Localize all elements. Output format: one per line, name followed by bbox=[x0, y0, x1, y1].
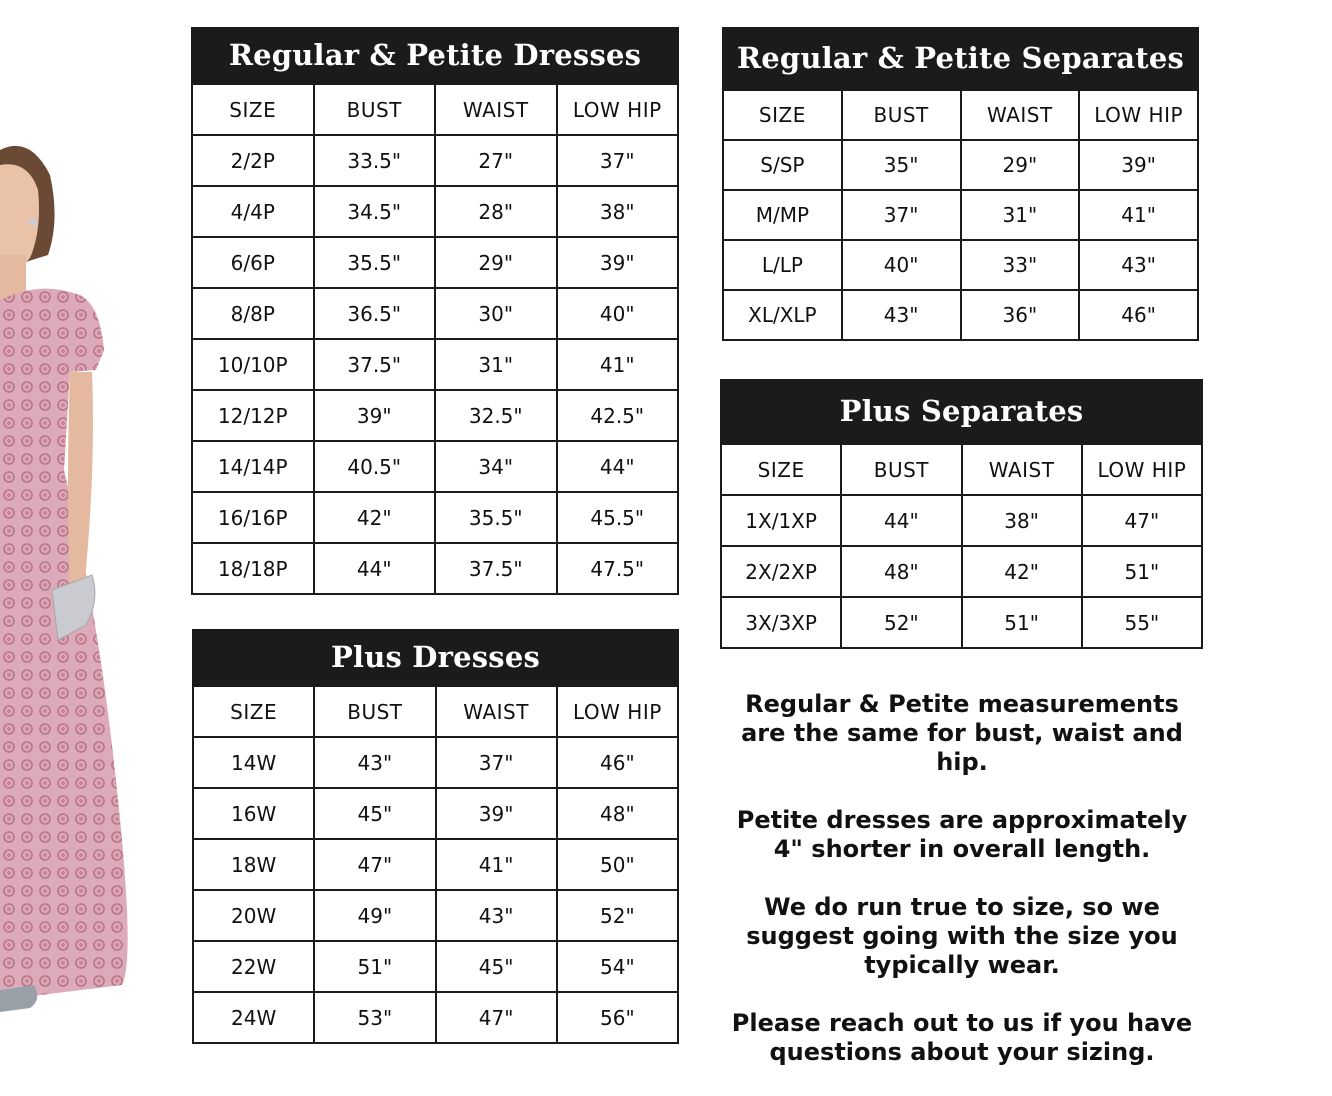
table-cell: 38" bbox=[557, 186, 679, 237]
table-cell: 37.5" bbox=[435, 543, 557, 594]
table-row bbox=[192, 339, 678, 390]
header-row bbox=[721, 444, 1202, 495]
regular-petite-dresses-table bbox=[191, 27, 679, 595]
table-cell: 2/2P bbox=[192, 135, 314, 186]
table-cell: 20W bbox=[193, 890, 314, 941]
table-cell: 34.5" bbox=[314, 186, 436, 237]
table-cell: 39" bbox=[557, 237, 679, 288]
header-cell: WAIST bbox=[435, 84, 557, 135]
table-row bbox=[193, 839, 678, 890]
header-cell: SIZE bbox=[723, 90, 842, 140]
table-row bbox=[192, 441, 678, 492]
table-cell: 33" bbox=[961, 240, 1080, 290]
table-cell: 49" bbox=[314, 890, 435, 941]
table-cell: 36.5" bbox=[314, 288, 436, 339]
header-row bbox=[723, 90, 1198, 140]
table-cell: 47" bbox=[314, 839, 435, 890]
table-row bbox=[723, 140, 1198, 190]
table-cell: 18/18P bbox=[192, 543, 314, 594]
table-cell: 53" bbox=[314, 992, 435, 1043]
table-cell: 12/12P bbox=[192, 390, 314, 441]
table-row bbox=[193, 890, 678, 941]
table-cell: 28" bbox=[435, 186, 557, 237]
table-cell: 35" bbox=[842, 140, 961, 190]
table-cell: 52" bbox=[841, 597, 961, 648]
table-cell: 37.5" bbox=[314, 339, 436, 390]
header-cell: WAIST bbox=[436, 686, 557, 737]
model-photo bbox=[0, 0, 160, 1062]
table-title: Plus Separates bbox=[720, 379, 1203, 443]
sizing-notes bbox=[720, 690, 1204, 1096]
table-cell: 55" bbox=[1082, 597, 1202, 648]
table-cell: 4/4P bbox=[192, 186, 314, 237]
table-cell: 42" bbox=[962, 546, 1082, 597]
table-row bbox=[193, 737, 678, 788]
table-cell: 18W bbox=[193, 839, 314, 890]
table-cell: 43" bbox=[436, 890, 557, 941]
header-cell: BUST bbox=[314, 686, 435, 737]
table-cell: 50" bbox=[557, 839, 678, 890]
table-row bbox=[193, 941, 678, 992]
table-cell: 36" bbox=[961, 290, 1080, 340]
table-cell: 40.5" bbox=[314, 441, 436, 492]
table-cell: 41" bbox=[1079, 190, 1198, 240]
table-cell: 37" bbox=[842, 190, 961, 240]
header-row bbox=[192, 84, 678, 135]
table-row bbox=[721, 495, 1202, 546]
table-row bbox=[193, 992, 678, 1043]
table-cell: 6/6P bbox=[192, 237, 314, 288]
table-cell: 43" bbox=[842, 290, 961, 340]
table-cell: 32.5" bbox=[435, 390, 557, 441]
table-cell: 44" bbox=[314, 543, 436, 594]
table-cell: 45.5" bbox=[557, 492, 679, 543]
table-row bbox=[721, 597, 1202, 648]
table-cell: 52" bbox=[557, 890, 678, 941]
table-cell: 38" bbox=[962, 495, 1082, 546]
table-cell: 48" bbox=[841, 546, 961, 597]
table-cell: 42" bbox=[314, 492, 436, 543]
table-cell: 45" bbox=[314, 788, 435, 839]
table-cell: 22W bbox=[193, 941, 314, 992]
table-row bbox=[192, 390, 678, 441]
table-cell: XL/XLP bbox=[723, 290, 842, 340]
table-cell: 37" bbox=[557, 135, 679, 186]
table-cell: 39" bbox=[436, 788, 557, 839]
note-paragraph: Please reach out to us if you have questions about your sizing. bbox=[731, 1009, 1193, 1066]
table-cell: 40" bbox=[557, 288, 679, 339]
table-cell: 47.5" bbox=[557, 543, 679, 594]
table-cell: 47" bbox=[436, 992, 557, 1043]
table-row bbox=[721, 546, 1202, 597]
table-cell: 24W bbox=[193, 992, 314, 1043]
header-cell: WAIST bbox=[962, 444, 1082, 495]
table-cell: 45" bbox=[436, 941, 557, 992]
table-cell: 33.5" bbox=[314, 135, 436, 186]
table-cell: 31" bbox=[961, 190, 1080, 240]
note-paragraph: Petite dresses are approximately 4" shorter in overall length. bbox=[736, 806, 1188, 863]
table-cell: 43" bbox=[1079, 240, 1198, 290]
header-cell: BUST bbox=[842, 90, 961, 140]
header-cell: SIZE bbox=[192, 84, 314, 135]
table-row bbox=[193, 788, 678, 839]
plus-dresses-table bbox=[192, 629, 679, 1044]
table-cell: 48" bbox=[557, 788, 678, 839]
plus-separates-table bbox=[720, 379, 1203, 649]
table-cell: 44" bbox=[841, 495, 961, 546]
header-cell: LOW HIP bbox=[1082, 444, 1202, 495]
table-cell: 8/8P bbox=[192, 288, 314, 339]
table-cell: 1X/1XP bbox=[721, 495, 841, 546]
table-row bbox=[192, 543, 678, 594]
header-cell: LOW HIP bbox=[1079, 90, 1198, 140]
table-cell: 46" bbox=[1079, 290, 1198, 340]
table-cell: 35.5" bbox=[435, 492, 557, 543]
regular-petite-separates-table bbox=[722, 27, 1199, 341]
table-cell: 46" bbox=[557, 737, 678, 788]
table-row bbox=[192, 237, 678, 288]
table-cell: 27" bbox=[435, 135, 557, 186]
table-cell: M/MP bbox=[723, 190, 842, 240]
table-cell: 29" bbox=[961, 140, 1080, 190]
table-cell: 16/16P bbox=[192, 492, 314, 543]
header-cell: SIZE bbox=[721, 444, 841, 495]
table-cell: 16W bbox=[193, 788, 314, 839]
table-cell: 44" bbox=[557, 441, 679, 492]
table-cell: S/SP bbox=[723, 140, 842, 190]
table-cell: 51" bbox=[314, 941, 435, 992]
table-cell: 14W bbox=[193, 737, 314, 788]
table-cell: 35.5" bbox=[314, 237, 436, 288]
table-cell: 2X/2XP bbox=[721, 546, 841, 597]
table-cell: 10/10P bbox=[192, 339, 314, 390]
table-cell: 29" bbox=[435, 237, 557, 288]
table-cell: 39" bbox=[314, 390, 436, 441]
table-cell: 3X/3XP bbox=[721, 597, 841, 648]
table-row bbox=[192, 135, 678, 186]
note-paragraph: Regular & Petite measurements are the same for bust, waist and hip. bbox=[741, 690, 1183, 776]
table-row bbox=[723, 290, 1198, 340]
header-cell: LOW HIP bbox=[557, 84, 679, 135]
table-cell: 40" bbox=[842, 240, 961, 290]
table-cell: 34" bbox=[435, 441, 557, 492]
table-cell: 43" bbox=[314, 737, 435, 788]
note-paragraph: We do run true to size, so we suggest going with the size you typically wear. bbox=[746, 893, 1178, 979]
table-cell: 31" bbox=[435, 339, 557, 390]
table-title: Plus Dresses bbox=[192, 629, 679, 685]
header-cell: BUST bbox=[841, 444, 961, 495]
table-cell: 30" bbox=[435, 288, 557, 339]
table-cell: 42.5" bbox=[557, 390, 679, 441]
header-cell: BUST bbox=[314, 84, 436, 135]
table-title: Regular & Petite Dresses bbox=[191, 27, 679, 83]
header-cell: SIZE bbox=[193, 686, 314, 737]
table-cell: 51" bbox=[1082, 546, 1202, 597]
table-row bbox=[192, 492, 678, 543]
table-title: Regular & Petite Separates bbox=[722, 27, 1199, 89]
table-row bbox=[192, 288, 678, 339]
table-cell: 37" bbox=[436, 737, 557, 788]
table-cell: 54" bbox=[557, 941, 678, 992]
table-cell: 56" bbox=[557, 992, 678, 1043]
table-row bbox=[723, 240, 1198, 290]
header-cell: LOW HIP bbox=[557, 686, 678, 737]
table-cell: 39" bbox=[1079, 140, 1198, 190]
table-cell: 14/14P bbox=[192, 441, 314, 492]
table-cell: 41" bbox=[557, 339, 679, 390]
table-cell: 47" bbox=[1082, 495, 1202, 546]
table-cell: 41" bbox=[436, 839, 557, 890]
header-cell: WAIST bbox=[961, 90, 1080, 140]
table-row bbox=[192, 186, 678, 237]
table-row bbox=[723, 190, 1198, 240]
table-cell: 51" bbox=[962, 597, 1082, 648]
table-cell: L/LP bbox=[723, 240, 842, 290]
header-row bbox=[193, 686, 678, 737]
